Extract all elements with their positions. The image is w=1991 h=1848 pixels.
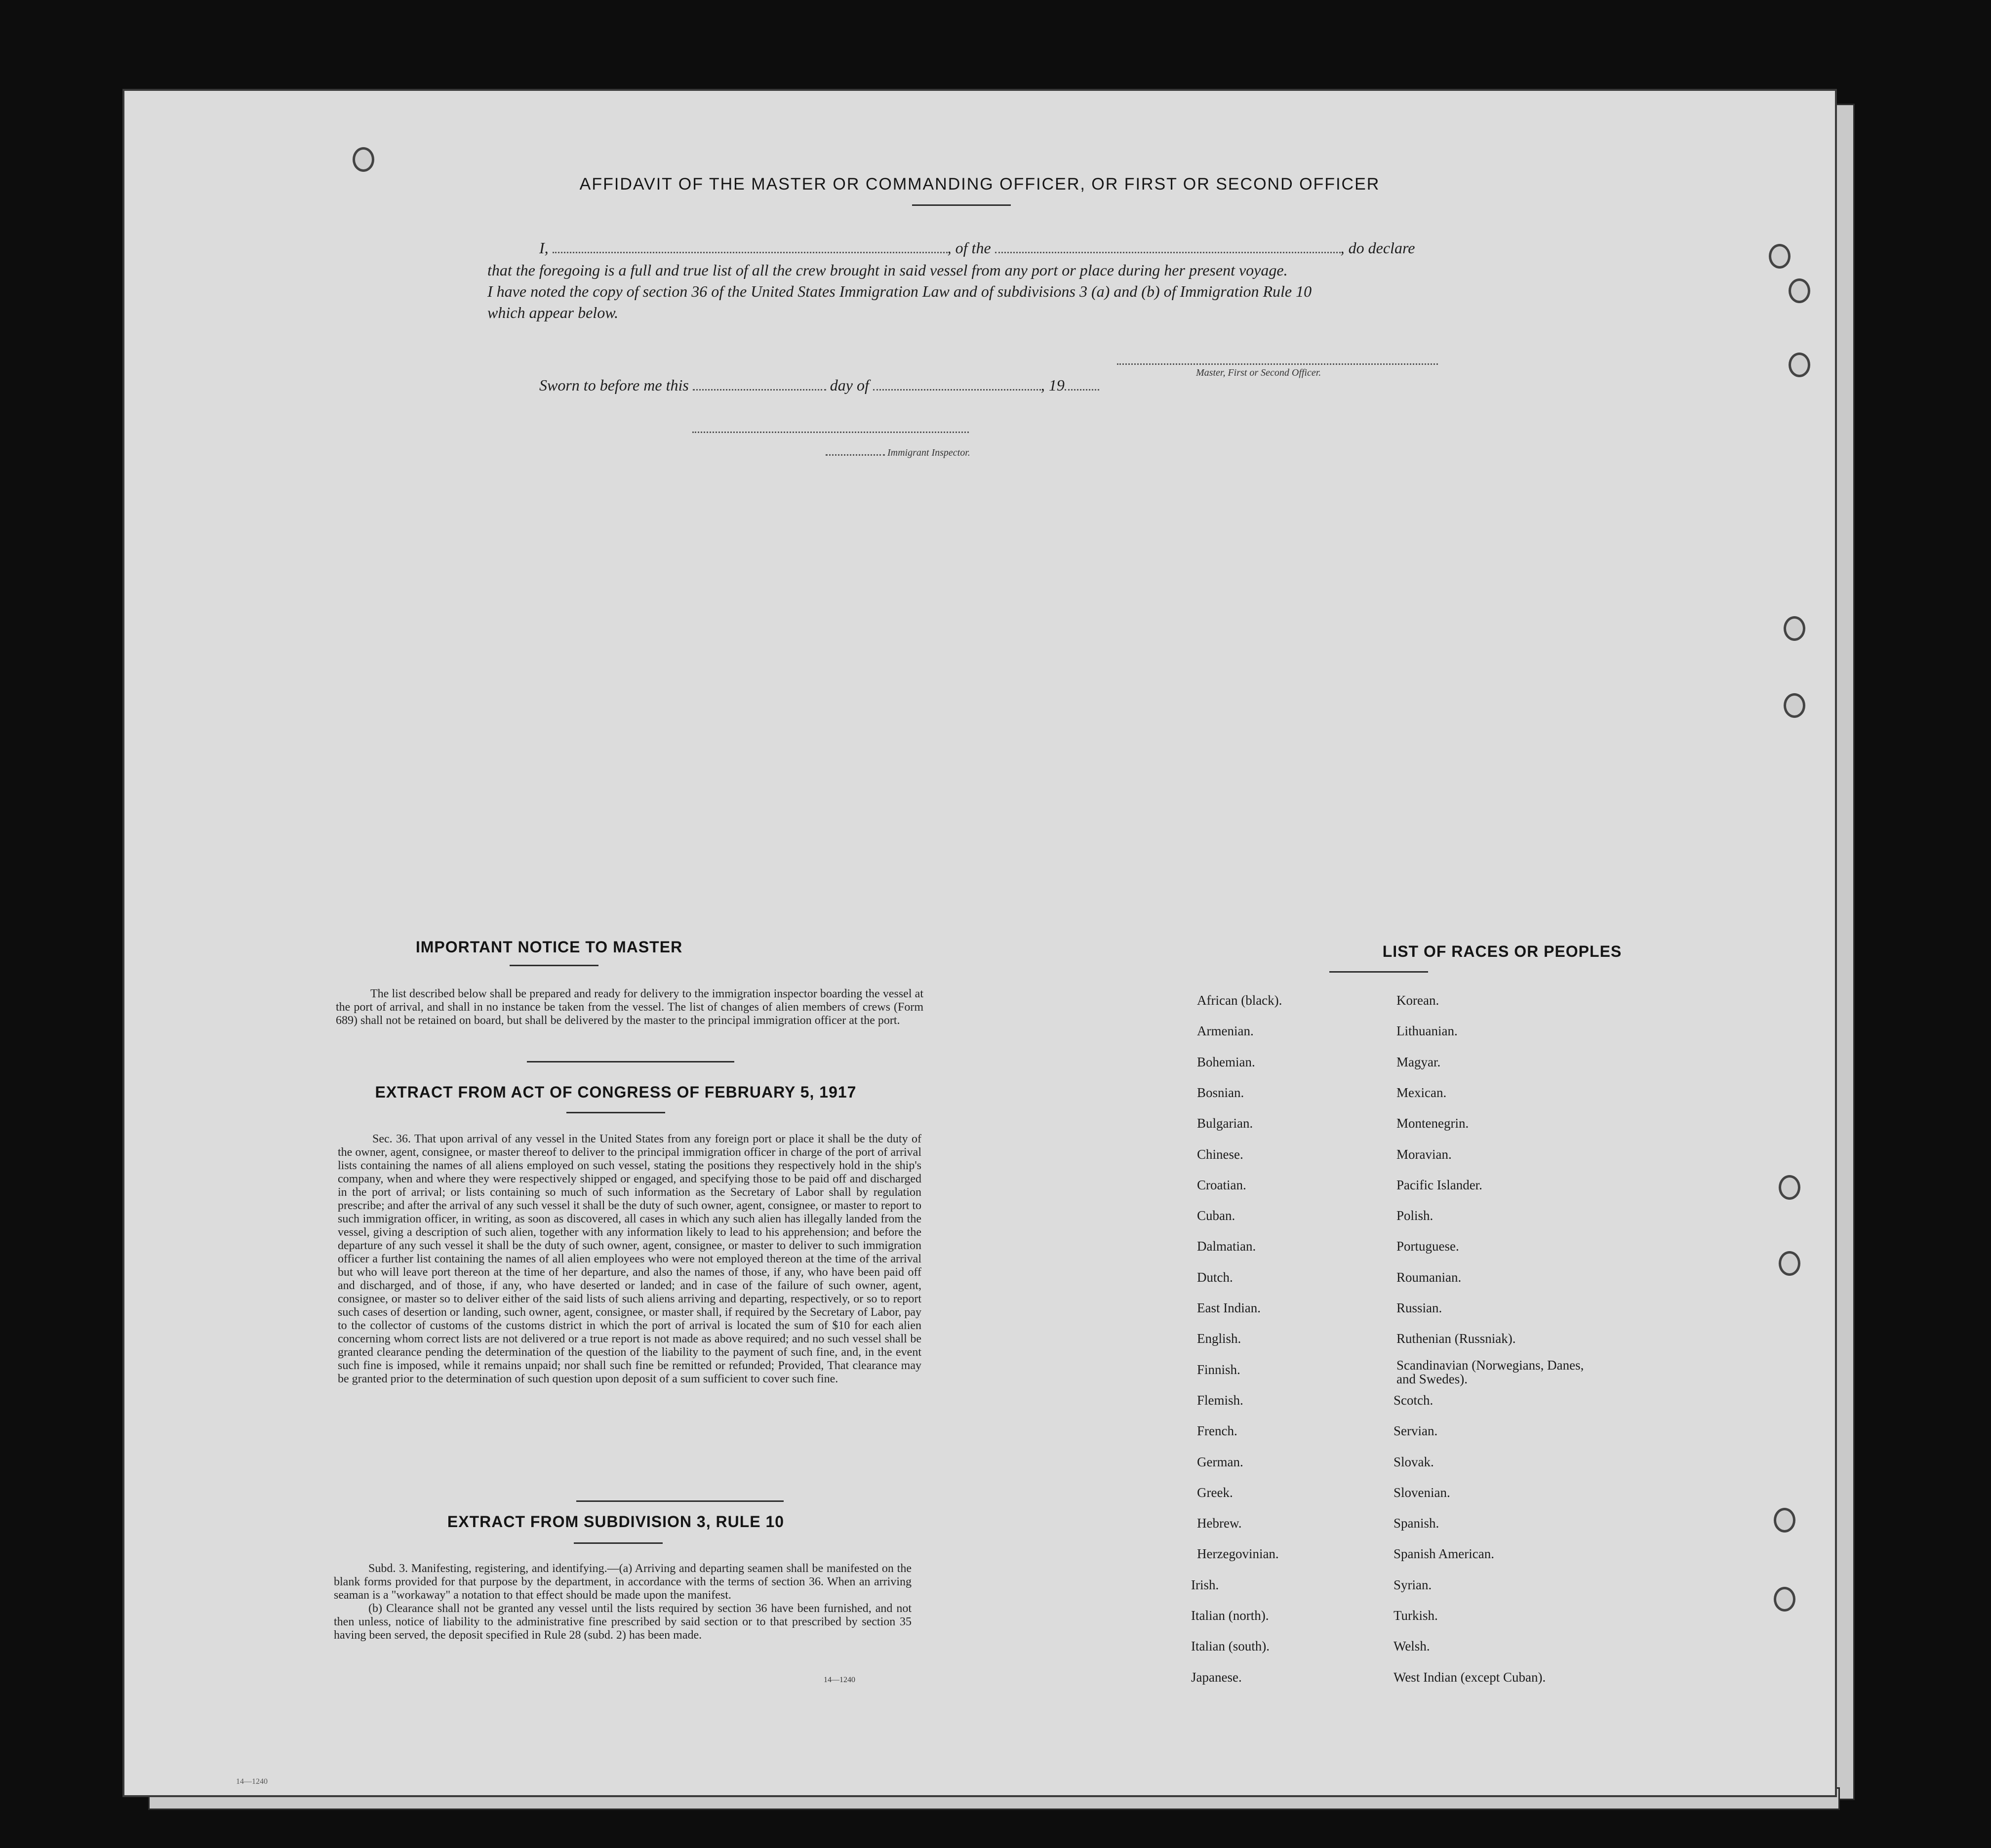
race-item: Welsh. [1394, 1639, 1430, 1654]
race-item: Italian (south). [1191, 1639, 1270, 1654]
races-underline [1329, 971, 1428, 973]
binder-hole [1784, 693, 1805, 718]
race-item: Flemish. [1197, 1392, 1243, 1408]
document-page [122, 89, 1837, 1797]
act-divider [576, 1500, 784, 1502]
rule-text [334, 1562, 912, 1642]
act-paragraph: Sec. 36. That upon arrival of any vessel in the United States from any foreign port or place it shall be the duty of the owner, agent, consignee, or master thereof to deliver to the principal immigration officer in charge of the port of arrival lists containing the names of all aliens employed on such vessel, stating the positions they respectively hold in the ship's company, when and where they were respectively shipped or engaged, and specifying those to be paid off and discharged in the port of arrival; or lists containing so much of such information as the Secretary of Labor shall by regulation prescribe; and after the arrival of any such vessel it shall be the duty of such owner, agent, consignee, or master to report to such immigration officer, in writing, as soon as discovered, all cases in which any such alien has illegally landed from the vessel, giving a description of such alien, together with any information likely to lead to his apprehension; and before the departure of any such vessel it shall be the duty of such owner, agent, consignee, or master to deliver to such immigration officer a further list containing the names of all alien employees who were not employed thereon at the time of the arrival but who will leave port thereon at the time of her departure, and also the names of those, if any, who have been paid off and discharged, and of those, if any, who have deserted or landed; and in case of the failure of such owner, agent, consignee, or master so to deliver either of the said lists of such aliens arriving and departing, respectively, or so to report such cases of desertion or landing, such owner, agent, consignee, or master shall, if required by the Secretary of Labor, pay to the collector of customs of the customs district in which the port of arrival is located the sum of $10 for each alien concerning whom correct lists are not delivered or a true report is not made as above required; and no such vessel shall be granted clearance pending the determination of the question of the liability to the payment of such fine, and, in the event such fine is imposed, while it remains unpaid; nor shall such fine be remitted or refunded; Provided, That clearance may be granted prior to the determination of such question upon deposit of a sum sufficient to cover such fine. [338, 1133, 921, 1385]
footer-stamp: 14—1240 [236, 1777, 268, 1786]
race-item: Syrian. [1394, 1577, 1432, 1592]
race-item: Spanish. [1394, 1516, 1439, 1531]
binder-hole [1774, 1587, 1795, 1612]
rule-paragraph-a: Subd. 3. Manifesting, registering, and identifying.—(a) Arriving and departing seamen shall be manifested on the blank forms provided for that purpose by the department, in accordance with the terms of section 36. When an arriving seaman is a "workaway" a notation to that effect should be made upon the manifest. [334, 1562, 912, 1602]
race-item: Cuban. [1197, 1208, 1235, 1223]
race-item: Bohemian. [1197, 1054, 1255, 1069]
race-item: Spanish American. [1394, 1546, 1494, 1562]
race-item: German. [1197, 1454, 1243, 1469]
race-item: Magyar. [1396, 1054, 1441, 1069]
binder-hole [1779, 1251, 1800, 1276]
month-blank[interactable] [873, 376, 1041, 391]
sworn-text: Sworn to before me this [539, 376, 689, 394]
race-item: Turkish. [1394, 1608, 1438, 1623]
rule-paragraph-b: (b) Clearance shall not be granted any vessel until the lists required by section 36 have been furnished, and not then unless, notice of liability to the administrative fine prescribed by said section or to that prescribed by section 35 having been served, the deposit specified in Rule 28 (subd. 2) has been made. [334, 1602, 912, 1642]
race-item: Slovak. [1394, 1454, 1434, 1469]
notice-divider [527, 1061, 734, 1062]
year-blank[interactable] [1065, 376, 1099, 391]
act-heading: EXTRACT FROM ACT OF CONGRESS OF FEBRUARY 5, 1917 [375, 1083, 857, 1101]
race-item: Croatian. [1197, 1177, 1246, 1192]
inspector-signature-label [826, 446, 970, 459]
race-item: Moravian. [1396, 1146, 1452, 1162]
declaration-line-2: that the foregoing is a full and true list of all the crew brought in said vessel from any port or place during her present voyage. [487, 261, 1288, 279]
binder-hole [1789, 278, 1810, 303]
race-item: African (black). [1197, 993, 1282, 1008]
sworn-line [539, 376, 1099, 394]
form-number: 14—1240 [824, 1676, 855, 1684]
affidavit-title: AFFIDAVIT OF THE MASTER OR COMMANDING OFFICER, OR FIRST OR SECOND OFFICER [579, 175, 1380, 194]
race-item: Ruthenian (Russniak). [1396, 1331, 1516, 1346]
races-heading: LIST OF RACES OR PEOPLES [1382, 943, 1622, 960]
race-item: Montenegrin. [1396, 1116, 1469, 1131]
declaration-line-3: I have noted the copy of section 36 of the United States Immigration Law and of subdivisions 3 (a) and (b) of Immigration Rule 10 [487, 282, 1312, 300]
inspector-signature-line [692, 432, 969, 433]
declaration-do-declare: , do declare [1340, 239, 1415, 257]
race-item: Korean. [1396, 993, 1439, 1008]
race-item: Finnish. [1197, 1362, 1240, 1377]
race-item: Servian. [1394, 1423, 1438, 1439]
notice-paragraph: The list described below shall be prepared and ready for delivery to the immigration inspector boarding the vessel at the port of arrival, and shall in no instance be taken from the vessel. The list of changes of alien members of crews (Form 689) shall not be retained on board, but shall be delivered by the master to the principal immigration officer at the port. [336, 987, 923, 1027]
race-item: Italian (north). [1191, 1608, 1269, 1623]
vessel-blank[interactable] [995, 239, 1341, 253]
race-item: Polish. [1396, 1208, 1434, 1223]
day-blank[interactable] [693, 376, 826, 391]
race-item: Armenian. [1197, 1023, 1254, 1039]
race-item: Pacific Islander. [1396, 1177, 1482, 1192]
notice-text [336, 987, 923, 1027]
race-item: West Indian (except Cuban). [1394, 1669, 1546, 1685]
declaration-i: I, [539, 239, 549, 257]
declaration-of-the: , of the [947, 239, 991, 257]
rule-underline [574, 1542, 663, 1544]
race-item: French. [1197, 1423, 1237, 1439]
binder-hole [1769, 244, 1791, 269]
race-item: Dalmatian. [1197, 1239, 1256, 1254]
race-item: Scotch. [1394, 1392, 1434, 1408]
rule-heading: EXTRACT FROM SUBDIVISION 3, RULE 10 [447, 1513, 785, 1531]
master-signature-line [1117, 363, 1438, 365]
race-item: Bulgarian. [1197, 1116, 1253, 1131]
act-underline [566, 1112, 665, 1113]
race-item: Scandinavian (Norwegians, Danes, and Swedes). [1396, 1357, 1584, 1386]
race-item: Hebrew. [1197, 1516, 1242, 1531]
year-text: , 19 [1040, 376, 1065, 394]
act-text [338, 1133, 921, 1386]
race-item: Bosnian. [1197, 1085, 1244, 1100]
race-item: Mexican. [1396, 1085, 1447, 1100]
master-signature-label: Master, First or Second Officer. [1196, 367, 1321, 378]
race-item: Roumanian. [1396, 1269, 1462, 1285]
inspector-dots [826, 446, 885, 456]
declaration-line-4: which appear below. [487, 304, 619, 321]
race-item: Portuguese. [1396, 1239, 1459, 1254]
race-item: Irish. [1191, 1577, 1219, 1592]
declaration-line-1 [539, 239, 1415, 257]
notice-underline [510, 965, 598, 966]
race-item: Chinese. [1197, 1146, 1243, 1162]
inspector-label-text: Immigrant Inspector. [887, 447, 970, 458]
notice-heading: IMPORTANT NOTICE TO MASTER [415, 938, 683, 956]
binder-hole [1779, 1175, 1800, 1200]
title-underline [912, 204, 1011, 206]
race-item: English. [1197, 1331, 1241, 1346]
name-blank[interactable] [553, 239, 948, 253]
day-of-text: day of [830, 376, 869, 394]
race-item: Russian. [1396, 1300, 1442, 1315]
binder-hole [353, 147, 374, 172]
race-item: Japanese. [1191, 1669, 1242, 1685]
binder-hole [1789, 353, 1810, 377]
binder-hole [1774, 1508, 1795, 1533]
race-item: Herzegovinian. [1197, 1546, 1279, 1562]
race-item: Greek. [1197, 1485, 1233, 1500]
race-item: Slovenian. [1394, 1485, 1450, 1500]
race-item: Lithuanian. [1396, 1023, 1458, 1039]
binder-hole [1784, 616, 1805, 641]
race-item: Dutch. [1197, 1269, 1233, 1285]
race-item: East Indian. [1197, 1300, 1261, 1315]
